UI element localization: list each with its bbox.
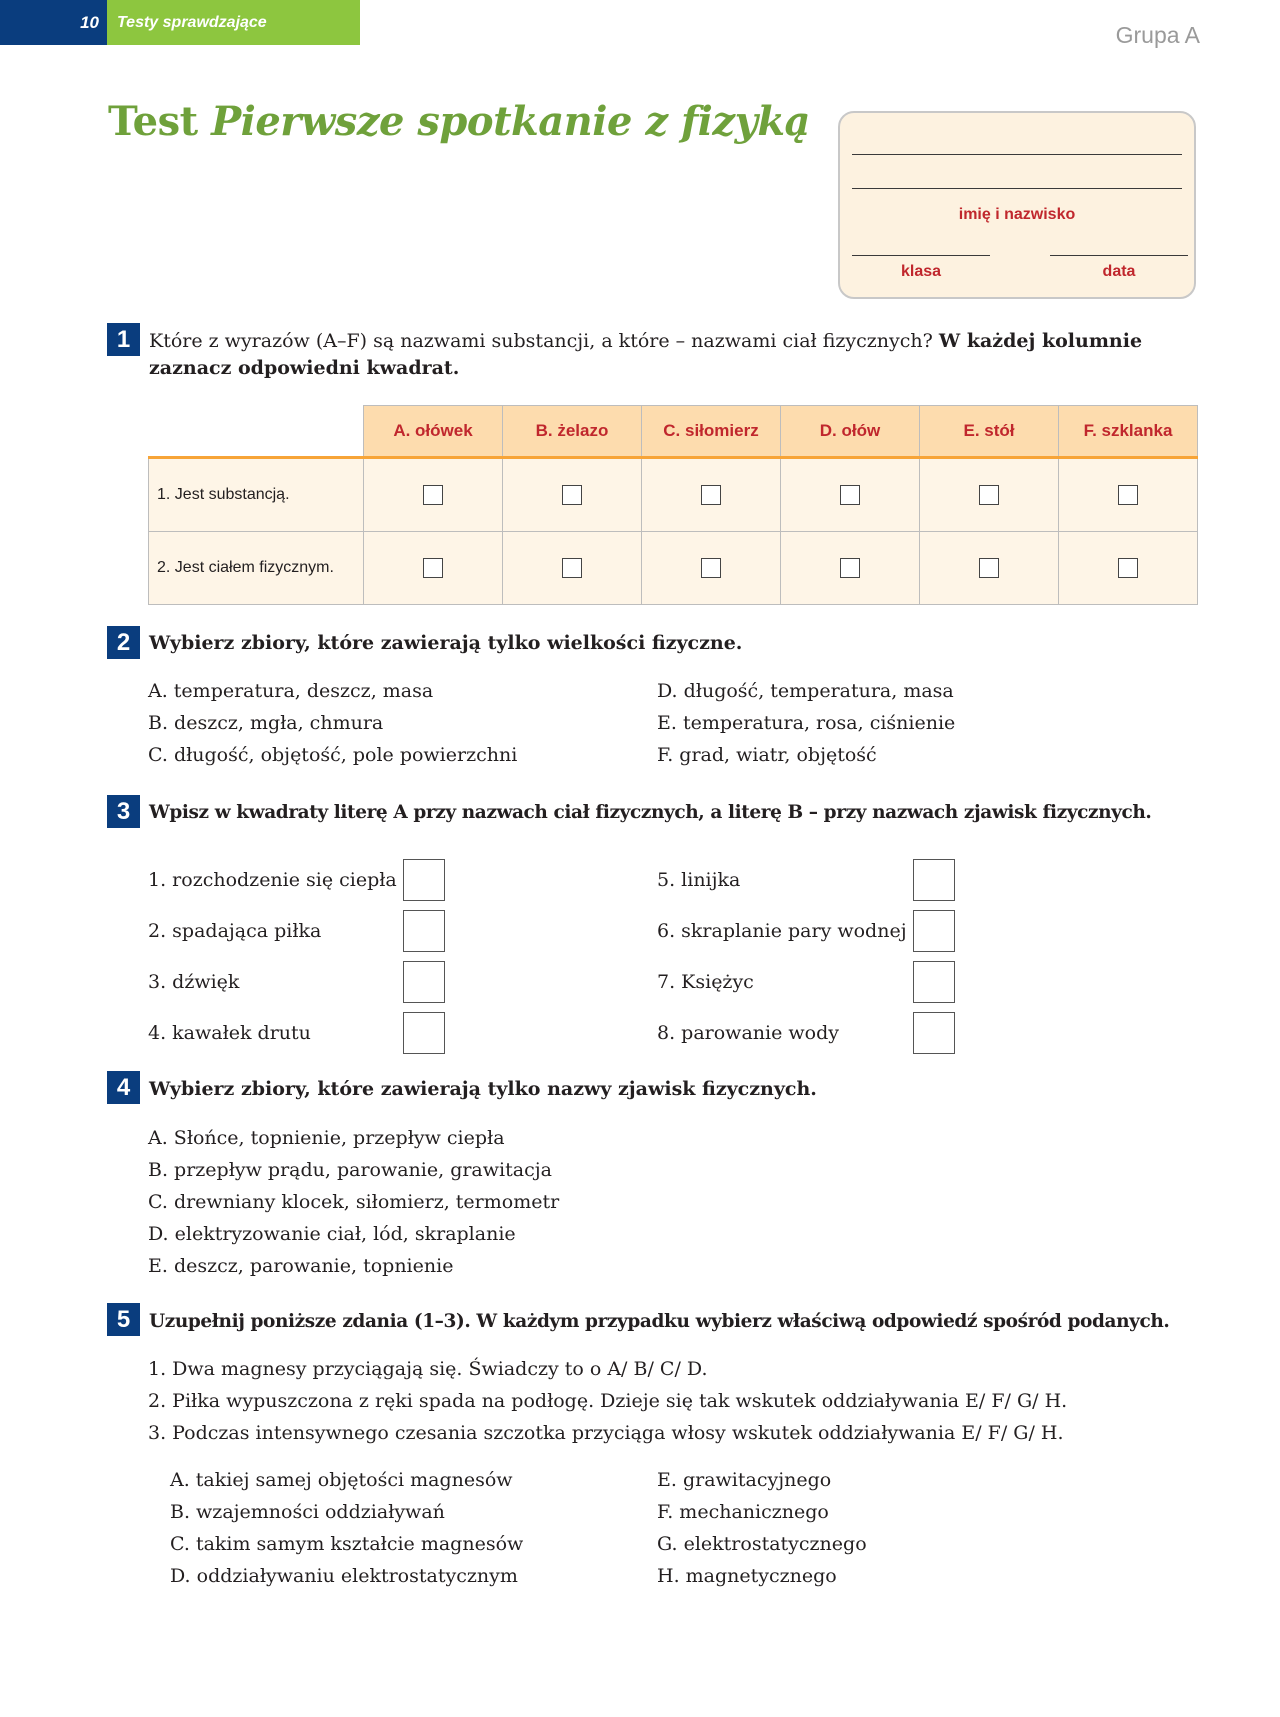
- task-4-number: 4: [107, 1071, 140, 1104]
- column-header: B. żelazo: [503, 406, 642, 458]
- row-label: 1. Jest substancją.: [149, 458, 364, 532]
- task-5-option[interactable]: C. takim samym kształcie magnesów: [170, 1533, 524, 1555]
- column-header: C. siłomierz: [642, 406, 781, 458]
- answer-checkbox[interactable]: [840, 558, 860, 578]
- task-5-sentence: 1. Dwa magnesy przyciągają się. Świadczy to o A/ B/ C/ D.: [148, 1358, 708, 1380]
- answer-checkbox[interactable]: [979, 558, 999, 578]
- column-header: D. ołów: [781, 406, 920, 458]
- answer-box[interactable]: [913, 910, 955, 952]
- answer-box[interactable]: [913, 859, 955, 901]
- task-3-instruction: Wpisz w kwadraty literę A przy nazwach ciał fizycznych, a literę B – przy nazwach zjawisk fizycznych.: [149, 802, 1152, 823]
- task-5-option[interactable]: D. oddziaływaniu elektrostatycznym: [170, 1565, 518, 1587]
- task-3-item: 5. linijka: [657, 869, 741, 891]
- task-4-option[interactable]: C. drewniany klocek, siłomierz, termometr: [148, 1191, 560, 1213]
- answer-box[interactable]: [403, 961, 445, 1003]
- task-5-option[interactable]: H. magnetycznego: [657, 1565, 837, 1587]
- task-5-option[interactable]: G. elektrostatycznego: [657, 1533, 867, 1555]
- task-4-option[interactable]: E. deszcz, parowanie, topnienie: [148, 1255, 454, 1277]
- task-4-option[interactable]: A. Słońce, topnienie, przepływ ciepła: [148, 1127, 505, 1149]
- answer-box[interactable]: [913, 961, 955, 1003]
- task-1-instruction-bold: W każdej kolumnie zaznacz odpowiedni kwadrat.: [149, 330, 1143, 379]
- task-1-number: 1: [107, 323, 140, 356]
- row-label: 2. Jest ciałem fizycznym.: [149, 532, 364, 605]
- task-3-item: 7. Księżyc: [657, 971, 754, 993]
- title-name: Pierwsze spotkanie z fizyką: [211, 98, 810, 145]
- answer-checkbox[interactable]: [423, 485, 443, 505]
- task-3-number: 3: [107, 795, 140, 828]
- task-3-item: 2. spadająca piłka: [148, 920, 322, 942]
- task-2-option[interactable]: E. temperatura, rosa, ciśnienie: [657, 712, 956, 734]
- class-line[interactable]: [852, 255, 990, 256]
- class-label: klasa: [900, 263, 942, 280]
- task-2-option[interactable]: F. grad, wiatr, objętość: [657, 744, 877, 766]
- page-number: 10: [0, 0, 107, 45]
- task-2-option[interactable]: C. długość, objętość, pole powierzchni: [148, 744, 518, 766]
- task-5-sentence: 2. Piłka wypuszczona z ręki spada na podłogę. Dzieje się tak wskutek oddziaływania E/ F/ G/ H.: [148, 1390, 1068, 1412]
- task-2-instruction: Wybierz zbiory, które zawierają tylko wielkości fizyczne.: [149, 632, 743, 654]
- answer-checkbox[interactable]: [979, 485, 999, 505]
- task-2-option[interactable]: B. deszcz, mgła, chmura: [148, 712, 384, 734]
- task-5-number: 5: [107, 1303, 140, 1336]
- answer-checkbox[interactable]: [1118, 485, 1138, 505]
- task-5-instruction: Uzupełnij poniższe zdania (1–3). W każdym przypadku wybierz właściwą odpowiedź spośród podanych.: [149, 1311, 1170, 1332]
- date-label: data: [1102, 263, 1136, 280]
- name-line-1[interactable]: [852, 154, 1182, 155]
- task-4-option[interactable]: B. przepływ prądu, parowanie, grawitacja: [148, 1159, 552, 1181]
- task-1-instruction: [149, 328, 1199, 382]
- task-2-number: 2: [107, 626, 140, 659]
- task-5-option[interactable]: E. grawitacyjnego: [657, 1469, 832, 1491]
- answer-box[interactable]: [913, 1012, 955, 1054]
- table-corner: [149, 406, 364, 458]
- answer-box[interactable]: [403, 859, 445, 901]
- answer-box[interactable]: [403, 1012, 445, 1054]
- date-line[interactable]: [1050, 255, 1188, 256]
- task-3-item: 4. kawałek drutu: [148, 1022, 311, 1044]
- section-tab: Testy sprawdzające: [107, 0, 360, 45]
- task-5-sentence: 3. Podczas intensywnego czesania szczotka przyciąga włosy wskutek oddziaływania E/ F/ G/ H.: [148, 1422, 1064, 1444]
- answer-checkbox[interactable]: [701, 485, 721, 505]
- task-2-option[interactable]: D. długość, temperatura, masa: [657, 680, 954, 702]
- table-header-row: [149, 406, 1198, 458]
- task-3-item: 1. rozchodzenie się ciepła: [148, 869, 397, 891]
- answer-checkbox[interactable]: [701, 558, 721, 578]
- task-5-option[interactable]: F. mechanicznego: [657, 1501, 829, 1523]
- column-header: F. szklanka: [1059, 406, 1198, 458]
- task-3-item: 3. dźwięk: [148, 971, 240, 993]
- column-header: A. ołówek: [364, 406, 503, 458]
- column-header: E. stół: [920, 406, 1059, 458]
- task-1-instruction-text: Które z wyrazów (A–F) są nazwami substancji, a które – nazwami ciał fizycznych?: [149, 330, 933, 352]
- task-5-option[interactable]: A. takiej samej objętości magnesów: [170, 1469, 513, 1491]
- name-label: imię i nazwisko: [958, 206, 1076, 223]
- task-5-option[interactable]: B. wzajemności oddziaływań: [170, 1501, 445, 1523]
- name-line-2[interactable]: [852, 188, 1182, 189]
- page-title: [108, 98, 810, 145]
- answer-checkbox[interactable]: [562, 485, 582, 505]
- task-3-item: 8. parowanie wody: [657, 1022, 839, 1044]
- table-row: [149, 458, 1198, 532]
- task-1-table: [148, 405, 1198, 605]
- answer-box[interactable]: [403, 910, 445, 952]
- answer-checkbox[interactable]: [840, 485, 860, 505]
- answer-checkbox[interactable]: [562, 558, 582, 578]
- answer-checkbox[interactable]: [1118, 558, 1138, 578]
- task-4-option[interactable]: D. elektryzowanie ciał, lód, skraplanie: [148, 1223, 516, 1245]
- answer-checkbox[interactable]: [423, 558, 443, 578]
- group-label: Grupa A: [1115, 22, 1200, 48]
- task-2-option[interactable]: A. temperatura, deszcz, masa: [148, 680, 434, 702]
- student-info-box: [838, 111, 1196, 299]
- task-4-instruction: Wybierz zbiory, które zawierają tylko nazwy zjawisk fizycznych.: [149, 1078, 817, 1100]
- table-row: [149, 532, 1198, 605]
- title-prefix: Test: [108, 98, 198, 145]
- task-3-item: 6. skraplanie pary wodnej: [657, 920, 907, 942]
